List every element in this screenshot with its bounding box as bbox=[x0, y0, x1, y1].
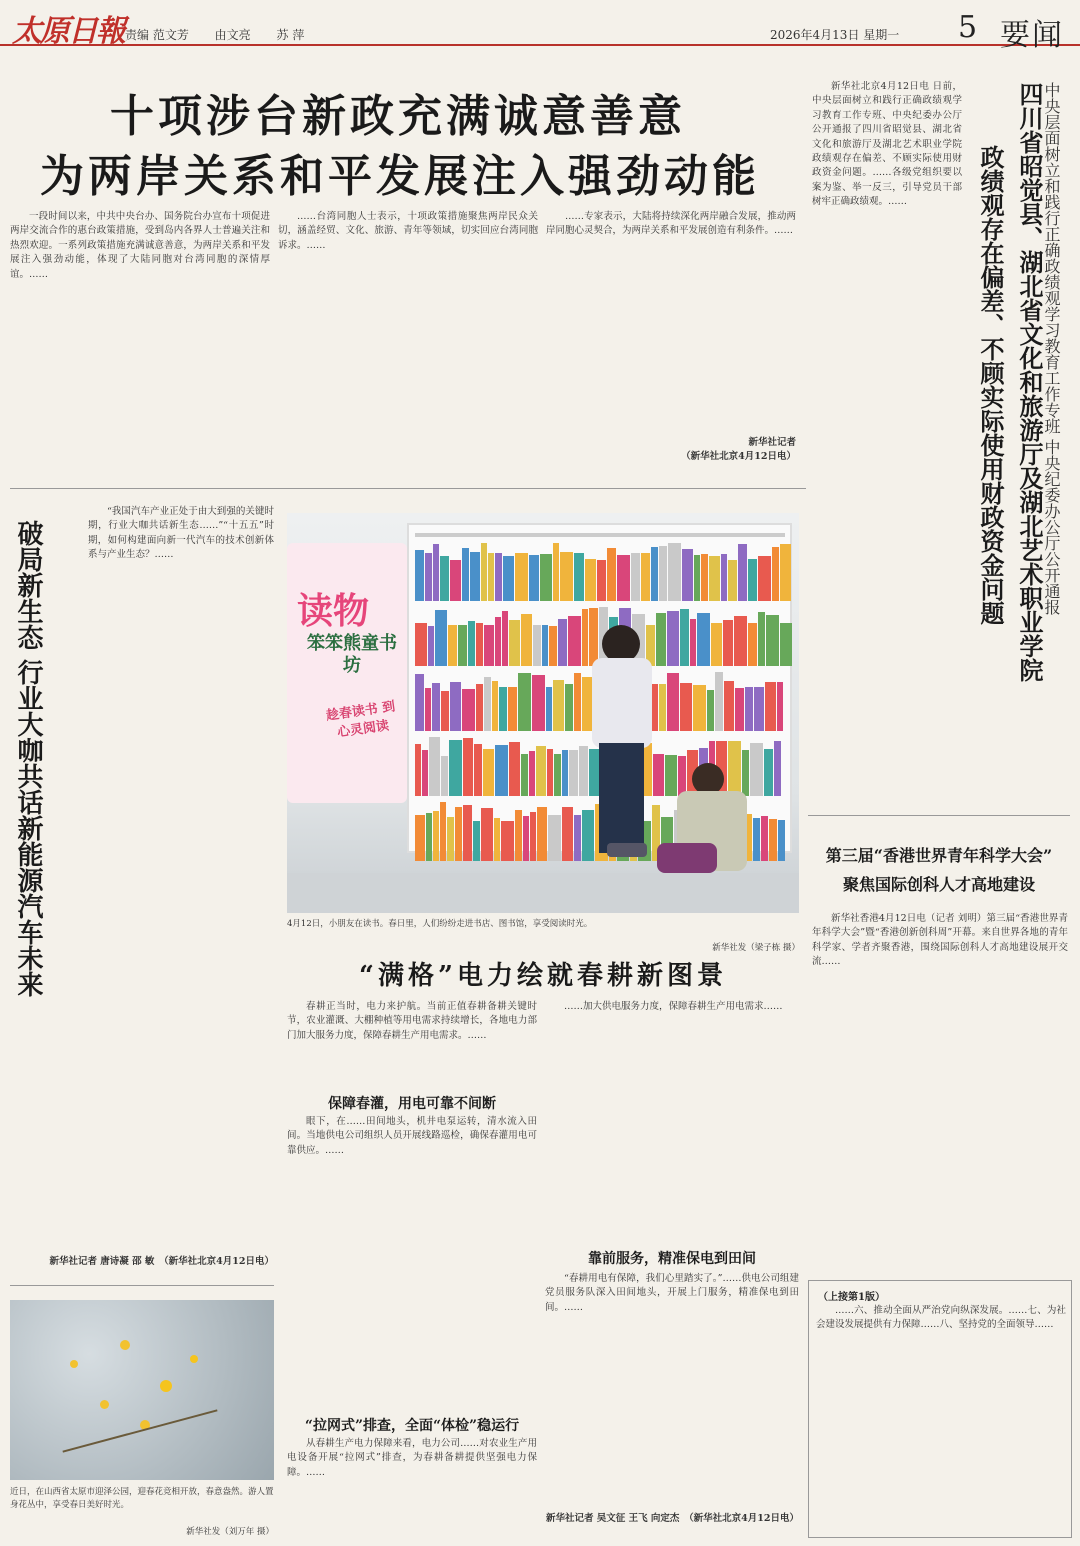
sign-reading: 读物 bbox=[297, 590, 370, 632]
book-spine bbox=[536, 746, 546, 796]
book-spine bbox=[502, 611, 508, 666]
right-story-title-a: 四川省昭觉县、湖北省文化和旅游厅及湖北艺术职业学院 bbox=[1015, 82, 1044, 682]
book-spine bbox=[780, 544, 791, 601]
book-spine bbox=[440, 802, 446, 861]
book-spine bbox=[540, 554, 552, 601]
book-spine bbox=[765, 682, 776, 731]
flower-photo-credit: 新华社发（刘万年 摄） bbox=[186, 1527, 274, 1537]
book-spine bbox=[447, 817, 454, 861]
book-spine bbox=[656, 613, 666, 666]
book-spine bbox=[728, 560, 737, 601]
book-spine bbox=[468, 621, 475, 666]
book-spine bbox=[769, 819, 777, 861]
book-spine bbox=[462, 548, 469, 601]
book-spine bbox=[735, 688, 744, 731]
book-spine bbox=[748, 623, 757, 666]
book-spine bbox=[501, 821, 514, 861]
book-spine bbox=[518, 673, 531, 731]
lead-column-3: ……专家表示，大陆将持续深化两岸融合发展，推动两岸同胞心灵契合，为两岸关系和平发展创造有利条件。…… bbox=[546, 211, 796, 237]
book-spine bbox=[693, 685, 706, 731]
book-spine bbox=[492, 681, 498, 731]
book-spine bbox=[651, 547, 658, 601]
book-spine bbox=[715, 672, 723, 731]
book-spine bbox=[495, 617, 501, 666]
book-spine bbox=[754, 687, 764, 731]
divider bbox=[10, 488, 806, 489]
book-spine bbox=[488, 553, 494, 601]
book-spine bbox=[724, 681, 734, 731]
hk-story-title-1: 第三届“香港世界青年科学大会” bbox=[825, 846, 1053, 865]
book-spine bbox=[569, 750, 578, 796]
book-spine bbox=[653, 754, 664, 796]
book-spine bbox=[574, 553, 584, 601]
lead-column-1: 一段时间以来，中共中央台办、国务院台办宣布十项促进两岸交流合作的惠台政策措施，受到岛内各界人士普遍关注和热烈欢迎。一系列政策措施充满诚意善意，为两岸关系和平发展注入强劲动能，体现了大陆同胞对台湾同胞的深情厚谊。…… bbox=[10, 211, 270, 280]
book-spine bbox=[697, 613, 710, 666]
masthead bbox=[0, 0, 1080, 53]
book-spine bbox=[667, 611, 679, 666]
book-spine bbox=[429, 737, 440, 796]
book-spine bbox=[678, 756, 686, 796]
book-spine bbox=[667, 673, 679, 731]
floor bbox=[287, 873, 799, 913]
book-spine bbox=[711, 623, 722, 666]
book-spine bbox=[476, 684, 483, 731]
book-spine bbox=[515, 553, 528, 601]
book-spine bbox=[742, 750, 749, 796]
newspaper-logo: 太原日報 bbox=[12, 14, 124, 49]
book-spine bbox=[745, 687, 753, 731]
book-spine bbox=[515, 810, 522, 861]
spring-subhead-1: 保障春灌，用电可靠不间断 bbox=[328, 1096, 496, 1112]
book-spine bbox=[546, 687, 552, 731]
section-name: 要闻 bbox=[1000, 18, 1064, 53]
book-spine bbox=[415, 674, 424, 731]
book-spine bbox=[484, 625, 494, 666]
book-spine bbox=[495, 745, 508, 796]
book-spine bbox=[484, 677, 491, 731]
book-spine bbox=[441, 691, 449, 731]
book-spine bbox=[530, 812, 536, 861]
book-spine bbox=[450, 560, 461, 601]
spring-subhead-3: 靠前服务，精准保电到田间 bbox=[588, 1251, 756, 1267]
book-spine bbox=[440, 556, 449, 601]
book-spine bbox=[753, 818, 760, 861]
book-spine bbox=[568, 616, 581, 666]
left-story-body: “我国汽车产业正处于由大到强的关键时期，行业大咖共话新生态……”“十五五”时期，如何构建面向新一代汽车的技术创新体系与产业生态？…… bbox=[88, 506, 274, 561]
bookstore-photo-credit: 新华社发（梁子栋 摄） bbox=[712, 943, 800, 953]
sign-bookshop: 笨笨熊童书坊 bbox=[307, 633, 397, 676]
continuation-title: （上接第1版） bbox=[818, 1292, 885, 1303]
book-spine bbox=[562, 807, 573, 861]
book-spine bbox=[508, 687, 517, 731]
spring-story-title: “满格”电力绘就春耕新图景 bbox=[359, 961, 727, 991]
book-spine bbox=[529, 751, 535, 796]
book-spine bbox=[558, 619, 567, 666]
book-spine bbox=[476, 623, 483, 666]
bookstore-photo bbox=[287, 513, 799, 913]
book-spine bbox=[728, 741, 741, 796]
hk-story-body: 新华社香港4月12日电（记者 刘明）第三届“香港世界青年科学大会”暨“香港创新创科周”开幕。来自世界各地的青年科学家、学者齐聚香港，围绕国际创科人才高地建设展开交流…… bbox=[812, 913, 1068, 968]
book-spine bbox=[450, 682, 461, 731]
book-spine bbox=[560, 552, 573, 601]
book-spine bbox=[448, 625, 457, 666]
right-story-kicker: 中央层面树立和践行正确政绩观学习教育工作专班 中央纪委办公厅公开通报 bbox=[1042, 82, 1061, 616]
book-spine bbox=[607, 548, 616, 601]
book-spine bbox=[470, 552, 480, 601]
book-spine bbox=[529, 555, 539, 601]
seated-child-legs bbox=[657, 843, 717, 873]
hk-story-title-2: 聚焦国际创科人才高地建设 bbox=[842, 875, 1035, 894]
left-story-title: 破局新生态 行业大咖共话新能源汽车未来 bbox=[13, 520, 43, 998]
issue-date: 2026年4月13日 星期一 bbox=[770, 28, 900, 42]
divider bbox=[10, 1285, 274, 1286]
book-spine bbox=[521, 754, 528, 796]
book-spine bbox=[680, 609, 689, 666]
book-spine bbox=[553, 543, 559, 601]
book-spine bbox=[582, 609, 588, 666]
book-spine bbox=[641, 553, 650, 601]
book-spine bbox=[481, 808, 493, 861]
lead-byline: 新华社记者 （新华社北京4月12日电） bbox=[681, 437, 796, 463]
lead-headline-line2: 为两岸关系和平发展注入强劲动能 bbox=[40, 151, 760, 202]
book-spine bbox=[537, 807, 547, 861]
book-spine bbox=[562, 750, 568, 796]
book-spine bbox=[425, 688, 431, 731]
book-spine bbox=[441, 756, 448, 796]
book-spine bbox=[694, 555, 700, 601]
book-spine bbox=[481, 543, 487, 601]
book-spine bbox=[433, 811, 439, 861]
spring-byline: 新华社记者 吴文征 王飞 向定杰 （新华社北京4月12日电） bbox=[545, 1513, 799, 1524]
book-spine bbox=[659, 684, 666, 731]
book-spine bbox=[665, 755, 677, 796]
editor-credits: 责编 范文芳 由文亮 苏 萍 bbox=[125, 28, 305, 42]
left-story-byline: 新华社记者 唐诗凝 邵 敏 （新华社北京4月12日电） bbox=[49, 1256, 274, 1267]
spring-body-1: 眼下，在……田间地头，机井电泵运转，清水流入田间。当地供电公司组织人员开展线路巡检，确保春灌用电可靠供应。…… bbox=[287, 1116, 537, 1156]
book-spine bbox=[425, 553, 432, 601]
book-spine bbox=[432, 683, 440, 731]
book-spine bbox=[758, 612, 765, 666]
lead-column-2: ……台湾同胞人士表示，十项政策措施聚焦两岸民众关切，涵盖经贸、文化、旅游、青年等领域，切实回应台湾同胞诉求。…… bbox=[278, 211, 538, 251]
spring-intro: 春耕正当时，电力来护航。当前正值春耕备耕关键时节，农业灌溉、大棚种植等用电需求持续增长，各地电力部门加大服务力度，保障春耕生产用电需求。…… bbox=[287, 1001, 537, 1041]
book-spine bbox=[734, 616, 747, 666]
book-spine bbox=[707, 690, 714, 731]
book-spine bbox=[774, 741, 781, 796]
spring-body-3: “春耕用电有保障，我们心里踏实了。”……供电公司组建党员服务队深入田间地头，开展上门服务，精准保电到田间。…… bbox=[545, 1273, 799, 1313]
book-spine bbox=[509, 620, 520, 666]
book-spine bbox=[680, 683, 692, 731]
sign-spring-reading: 趁春读书 到心灵阅读 bbox=[325, 699, 397, 741]
book-spine bbox=[415, 744, 421, 796]
book-spine bbox=[549, 626, 557, 666]
spring-column-3: ……加大供电服务力度，保障春耕生产用电需求…… bbox=[564, 1001, 783, 1012]
book-spine bbox=[748, 559, 757, 601]
book-spine bbox=[415, 623, 427, 666]
book-spine bbox=[701, 554, 708, 601]
bookstore-photo-caption: 4月12日，小朋友在读书。春日里，人们纷纷走进书店、图书馆，享受阅读时光。 bbox=[287, 919, 593, 929]
book-spine bbox=[532, 675, 545, 731]
book-spine bbox=[495, 553, 502, 601]
book-spine bbox=[574, 673, 581, 731]
book-spine bbox=[721, 554, 727, 601]
continuation-body: ……六、推动全面从严治党向纵深发展。……七、为社会建设发展提供有力保障……八、坚持党的全面领导…… bbox=[816, 1305, 1066, 1331]
book-spine bbox=[463, 805, 472, 861]
book-spine bbox=[668, 543, 681, 601]
book-spine bbox=[542, 625, 548, 666]
book-spine bbox=[473, 821, 480, 861]
book-spine bbox=[777, 682, 783, 731]
book-spine bbox=[415, 550, 424, 601]
book-spine bbox=[585, 559, 596, 601]
book-spine bbox=[589, 608, 598, 666]
book-spine bbox=[509, 742, 520, 796]
book-spine bbox=[554, 754, 561, 796]
book-spine bbox=[772, 547, 779, 601]
book-spine bbox=[415, 815, 425, 861]
book-spine bbox=[766, 615, 779, 666]
book-spine bbox=[579, 746, 588, 796]
child-pants bbox=[599, 743, 644, 853]
book-spine bbox=[553, 680, 564, 731]
book-spine bbox=[738, 544, 747, 601]
divider bbox=[808, 815, 1070, 816]
book-spine bbox=[521, 614, 532, 666]
book-spine bbox=[494, 818, 500, 861]
book-spine bbox=[548, 815, 561, 861]
book-spine bbox=[631, 553, 640, 601]
book-spine bbox=[533, 625, 541, 666]
book-spine bbox=[428, 626, 434, 666]
book-spine bbox=[758, 556, 771, 601]
book-spine bbox=[690, 619, 696, 666]
book-spine bbox=[723, 620, 733, 666]
book-spine bbox=[503, 556, 514, 601]
book-spine bbox=[523, 816, 529, 861]
book-spine bbox=[574, 815, 581, 861]
book-spine bbox=[547, 749, 553, 796]
book-spine bbox=[565, 684, 573, 731]
spring-subhead-2: “拉网式”排查，全面“体检”稳运行 bbox=[304, 1418, 520, 1434]
child-shoes bbox=[607, 843, 647, 857]
lead-headline-line1: 十项涉台新政充满诚意善意 bbox=[110, 91, 686, 142]
book-spine bbox=[474, 744, 482, 796]
book-spine bbox=[462, 689, 475, 731]
book-spine bbox=[750, 743, 763, 796]
book-spine bbox=[778, 820, 785, 861]
book-spine bbox=[449, 740, 462, 796]
flower-photo bbox=[10, 1300, 274, 1480]
page-number: 5 bbox=[958, 10, 978, 45]
book-spine bbox=[582, 810, 594, 861]
right-story-body: 新华社北京4月12日电 日前，中央层面树立和践行正确政绩观学习教育工作专班、中央纪委办公厅公开通报了四川省昭觉县、湖北省文化和旅游厅及湖北艺术职业学院政绩观存在偏差、不顾实际使用财政资金问题。……各级党组织要以案为鉴、举一反三，引导党员干部树牢正确政绩观。…… bbox=[812, 81, 962, 208]
book-spine bbox=[597, 560, 606, 601]
book-spine bbox=[761, 816, 768, 861]
book-spine bbox=[709, 556, 720, 601]
right-story-title-b: 政绩观存在偏差、不顾实际使用财政资金问题 bbox=[976, 145, 1005, 625]
book-spine bbox=[617, 555, 630, 601]
book-spine bbox=[780, 623, 792, 666]
book-spine bbox=[483, 749, 494, 796]
book-spine bbox=[764, 749, 773, 796]
book-spine bbox=[659, 546, 667, 601]
book-spine bbox=[426, 813, 432, 861]
book-spine bbox=[463, 738, 473, 796]
book-spine bbox=[433, 544, 439, 601]
child-jacket bbox=[592, 658, 652, 748]
book-spine bbox=[682, 549, 693, 601]
spring-body-2: 从春耕生产电力保障来看，电力公司……对农业生产用电设备开展“拉网式”排查，为春耕备耕提供坚强电力保障。…… bbox=[287, 1438, 537, 1478]
book-spine bbox=[455, 807, 462, 861]
flower-photo-caption: 近日，在山西省太原市迎泽公园，迎春花竞相开放，春意盎然。游人置身花丛中，享受春日美好时光。 bbox=[10, 1487, 274, 1510]
book-spine bbox=[422, 750, 428, 796]
book-spine bbox=[458, 625, 467, 666]
book-spine bbox=[435, 610, 447, 666]
book-spine bbox=[499, 687, 507, 731]
